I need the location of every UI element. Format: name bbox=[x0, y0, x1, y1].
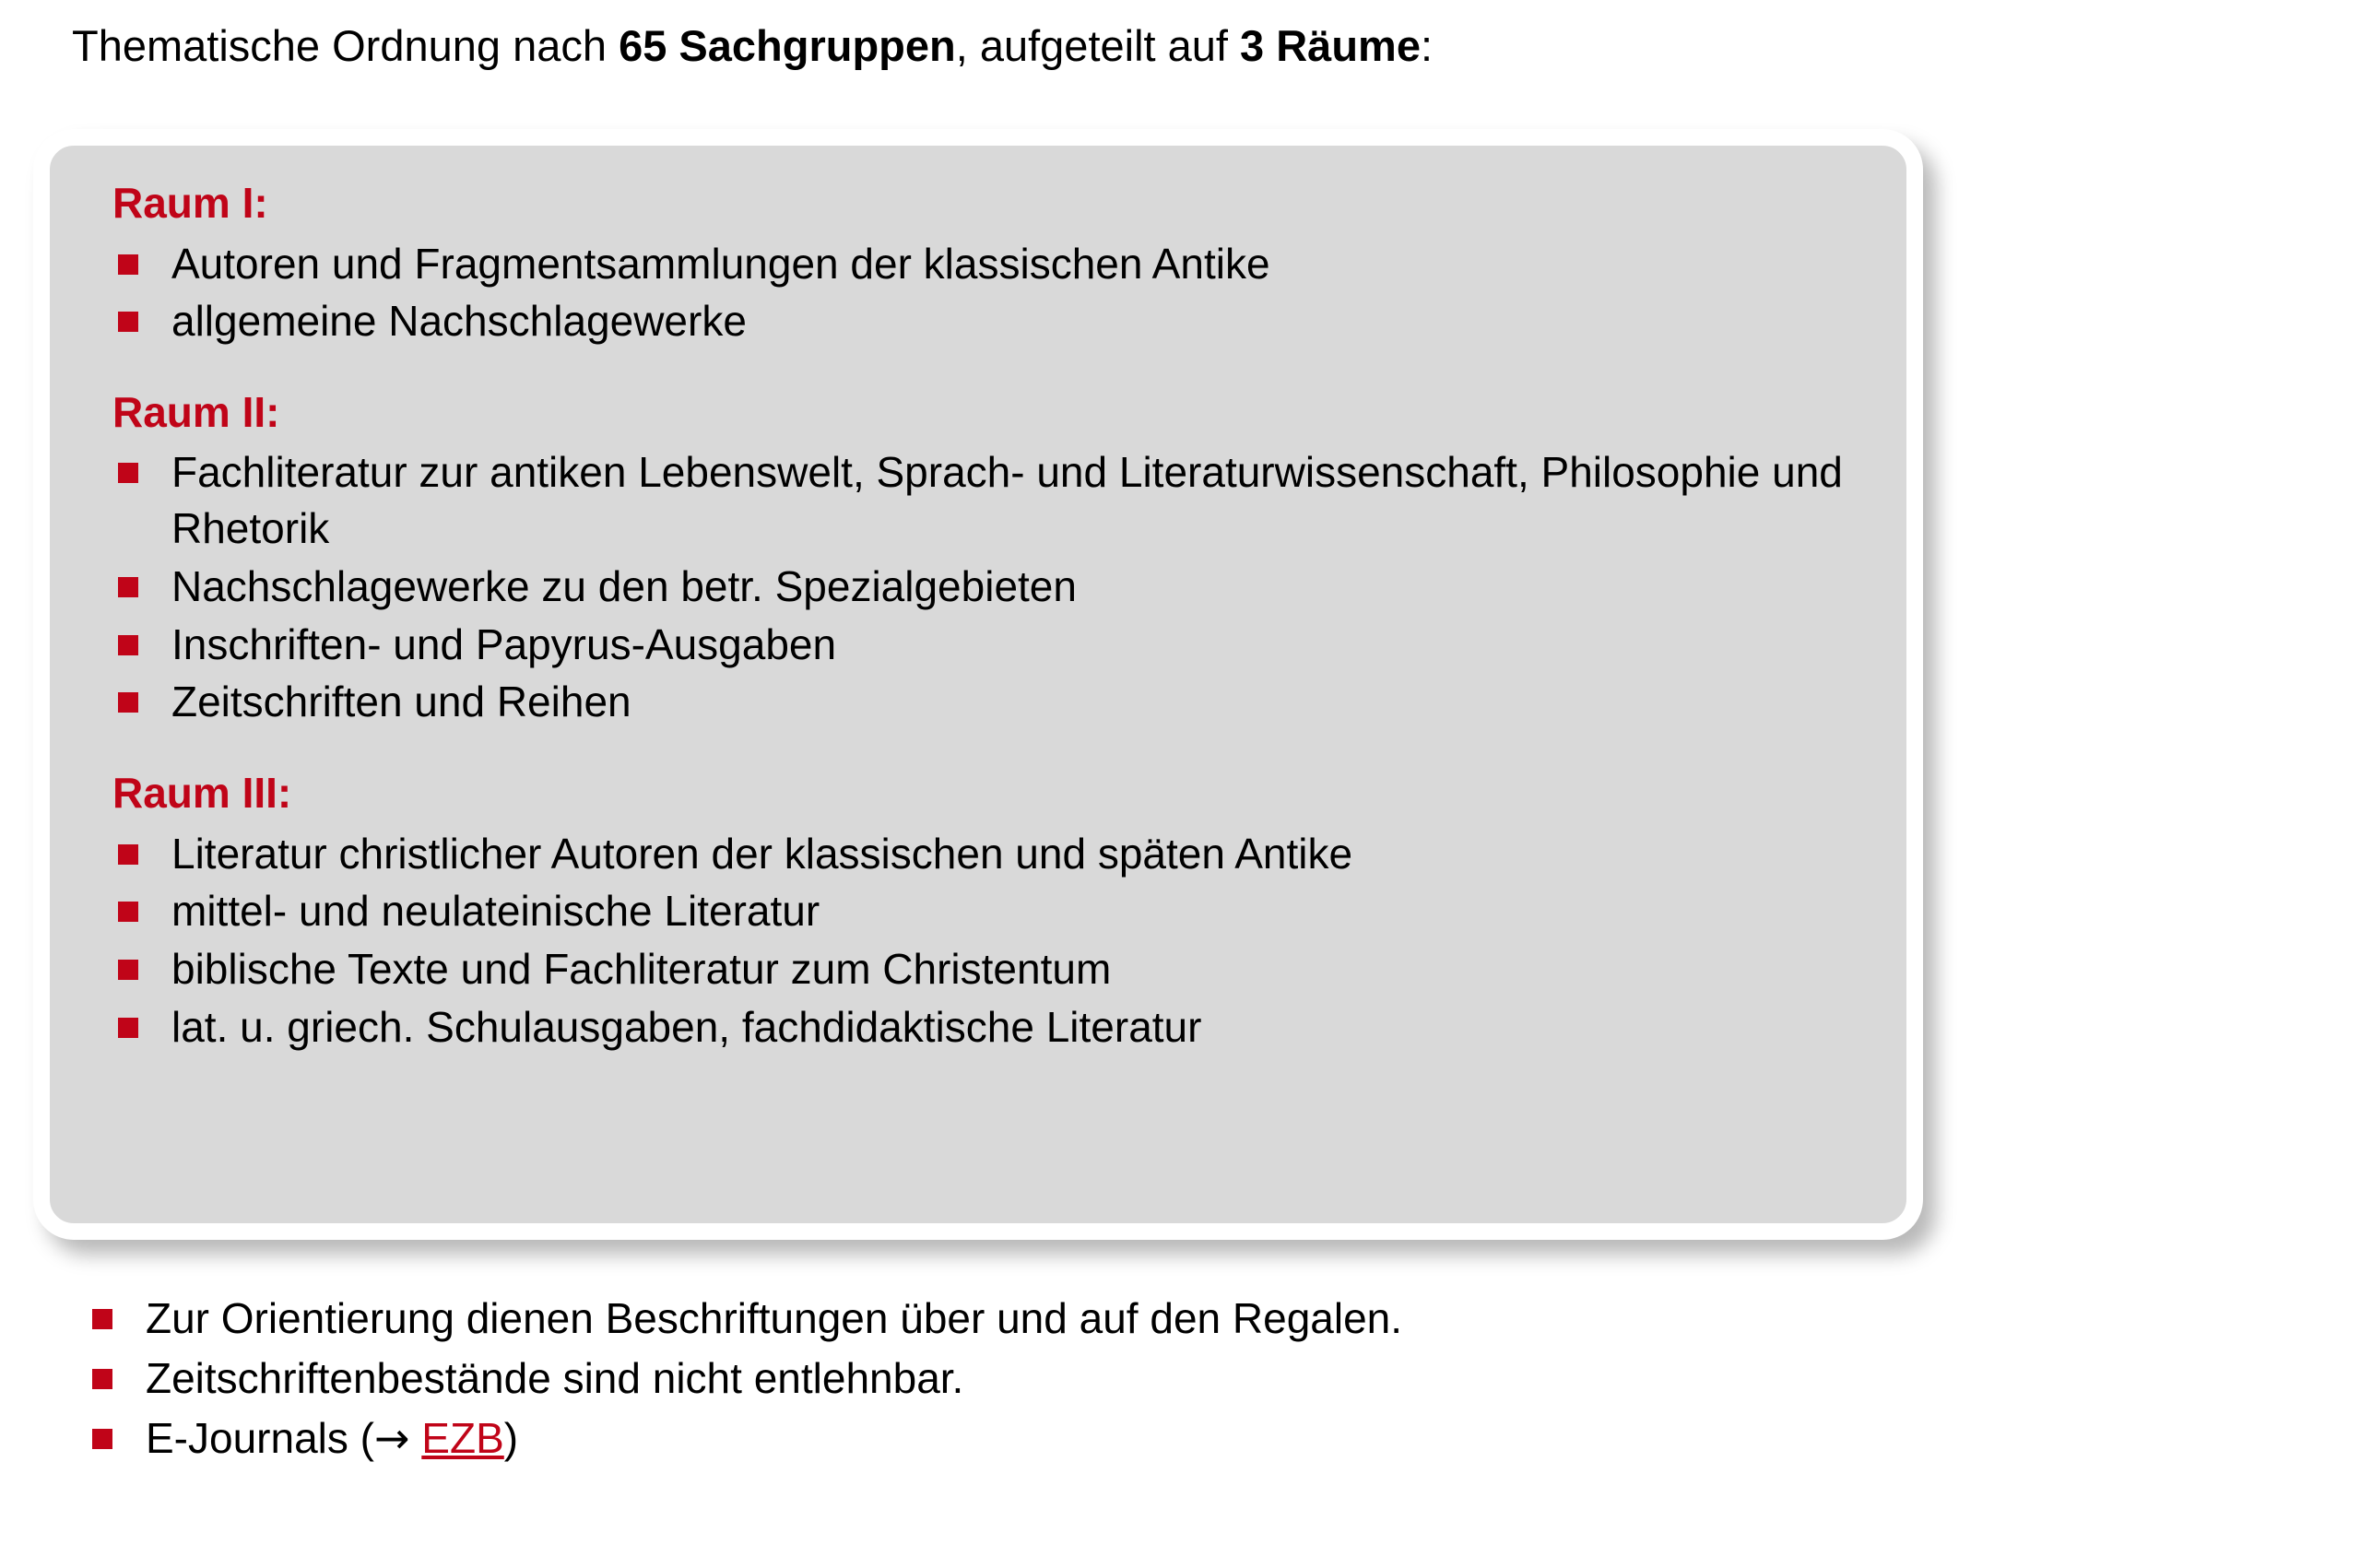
list-item-label: mittel- und neulateinische Literatur bbox=[171, 887, 820, 936]
list-item bbox=[83, 1291, 1835, 1347]
bullet-square-icon bbox=[92, 1309, 112, 1329]
list-item-ejournals bbox=[83, 1410, 1835, 1467]
bullet-square-icon bbox=[118, 902, 138, 922]
list-item-label: biblische Texte und Fachliteratur zum Christentum bbox=[171, 944, 1112, 993]
list-item-label: Inschriften- und Papyrus-Ausgaben bbox=[171, 619, 837, 668]
list-item bbox=[100, 617, 1857, 673]
bullet-square-icon bbox=[118, 254, 138, 275]
bullet-square-icon bbox=[118, 463, 138, 483]
list-item-label: Nachschlagewerke zu den betr. Spezialgebieten bbox=[171, 561, 1077, 610]
ejournals-suffix: ) bbox=[503, 1414, 519, 1463]
ezb-link[interactable]: EZB bbox=[421, 1414, 504, 1463]
list-item-label: Fachliteratur zur antiken Lebenswelt, Sprach- und Literaturwissenschaft, Philosophie und Rhetorik bbox=[171, 448, 1843, 553]
ejournals-prefix: E-Journals ( bbox=[146, 1414, 374, 1463]
list-item bbox=[100, 444, 1857, 556]
intro-text-2: , aufgeteilt auf bbox=[955, 21, 1241, 70]
intro-text-1: Thematische Ordnung nach bbox=[72, 21, 620, 70]
bullet-square-icon bbox=[118, 844, 138, 865]
bullet-square-icon bbox=[118, 692, 138, 713]
list-item bbox=[100, 236, 1857, 292]
bullet-square-icon bbox=[118, 635, 138, 655]
room-title-2: Raum II: bbox=[112, 387, 280, 436]
list-item bbox=[100, 883, 1857, 939]
bullet-square-icon bbox=[118, 577, 138, 597]
room-block-2 bbox=[100, 386, 1857, 730]
list-item bbox=[100, 293, 1857, 349]
room-list-3 bbox=[100, 826, 1857, 1055]
room-list-1 bbox=[100, 236, 1857, 349]
list-item bbox=[100, 999, 1857, 1055]
list-item bbox=[100, 559, 1857, 615]
intro-line bbox=[72, 20, 1433, 72]
room-list-2 bbox=[100, 444, 1857, 730]
room-title-3: Raum III: bbox=[112, 769, 292, 818]
room-block-1 bbox=[100, 177, 1857, 349]
list-item-label: lat. u. griech. Schulausgaben, fachdidaktische Literatur bbox=[171, 1002, 1202, 1051]
list-item-label: allgemeine Nachschlagewerke bbox=[171, 297, 747, 346]
rooms-panel bbox=[33, 129, 1923, 1240]
list-item-label: Literatur christlicher Autoren der klassischen und späten Antike bbox=[171, 829, 1353, 878]
arrow-right-icon: → bbox=[373, 1413, 410, 1464]
list-item bbox=[100, 941, 1857, 997]
bullet-square-icon bbox=[92, 1369, 112, 1389]
bullet-square-icon bbox=[118, 312, 138, 332]
bullet-square-icon bbox=[92, 1429, 112, 1449]
intro-text-3: : bbox=[1420, 21, 1434, 70]
footnotes-list bbox=[83, 1291, 1835, 1468]
list-item-label: Zeitschriften und Reihen bbox=[171, 678, 631, 726]
list-item-label: Autoren und Fragmentsammlungen der klassischen Antike bbox=[171, 239, 1270, 288]
list-item-label: Zur Orientierung dienen Beschriftungen über und auf den Regalen. bbox=[146, 1294, 1403, 1342]
list-item-label: Zeitschriftenbestände sind nicht entlehnbar. bbox=[146, 1354, 964, 1403]
intro-bold-sachgruppen: 65 Sachgruppen bbox=[619, 21, 956, 70]
list-item bbox=[100, 674, 1857, 730]
bullet-square-icon bbox=[118, 1018, 138, 1038]
room-title-1: Raum I: bbox=[112, 179, 268, 227]
bullet-square-icon bbox=[118, 960, 138, 980]
list-item bbox=[100, 826, 1857, 882]
list-item bbox=[83, 1350, 1835, 1407]
room-block-3 bbox=[100, 767, 1857, 1055]
footnotes bbox=[83, 1291, 1835, 1471]
intro-bold-raeume: 3 Räume bbox=[1240, 21, 1421, 70]
